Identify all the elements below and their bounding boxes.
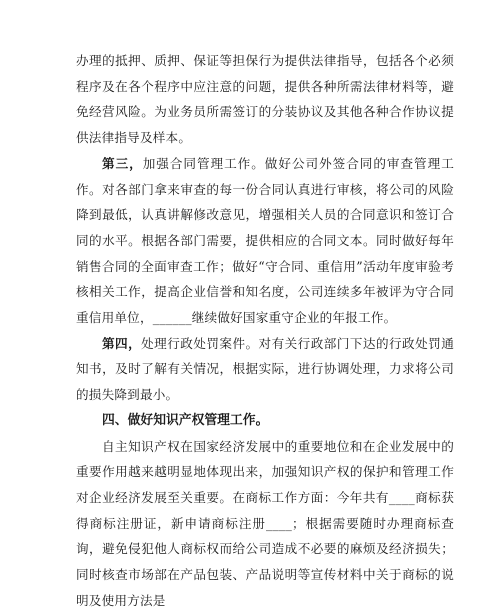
paragraph-lead: 第四， bbox=[102, 335, 142, 351]
paragraph-guarantee-guidance bbox=[76, 48, 454, 151]
paragraph-ip-management bbox=[76, 434, 454, 613]
paragraph-text: 办理的抵押、质押、保证等担保行为提供法律指导，包括各个必须程序及在各个程序中应注意的问题，提供各种所需法律材料等，避免经营风险。为业务员所需签订的分装协议及其他各种合作协议提供法律指导及样本。 bbox=[76, 53, 454, 146]
paragraph-text: 处理行政处罚案件。对有关行政部门下达的行政处罚通知书，及时了解有关情况，根据实际，进行协调处理，力求将公司的损失降到最小。 bbox=[76, 335, 454, 403]
paragraph-contract-management bbox=[76, 151, 454, 331]
paragraph-administrative-penalty bbox=[76, 331, 454, 408]
paragraph-lead: 第三， bbox=[102, 155, 143, 171]
paragraph-text: 加强合同管理工作。做好公司外签合同的审查管理工作。对各部门拿来审查的每一份合同认真进行审核，将公司的风险降到最低，认真讲解修改意见，增强相关人员的合同意识和签订合同的水平。根据各部门需要，提供相应的合同文本。同时做好每年销售合同的全面审查工作；做好“守合同、重信用”活动年度审验考核相关工作，提高企业信誉和知名度，公司连续多年被评为守合同重信用单位，______继续做好国家重守企业的年报工作。 bbox=[76, 155, 454, 326]
section-heading-ip: 四、做好知识产权管理工作。 bbox=[102, 412, 269, 428]
paragraph-text: 自主知识产权在国家经济发展中的重要地位和在企业发展中的重要作用越来越明显地体现出来，加强知识产权的保护和管理工作对企业经济发展至关重要。在商标工作方面：今年共有____商标获得商标注册证，新申请商标注册____；根据需要随时办理商标查询，避免侵犯他人商标权而给公司造成不必要的麻烦及经济损失；同时核查市场部在产品包装、产品说明等宣传材料中关于商标的说明及使用方法是 bbox=[76, 438, 454, 608]
